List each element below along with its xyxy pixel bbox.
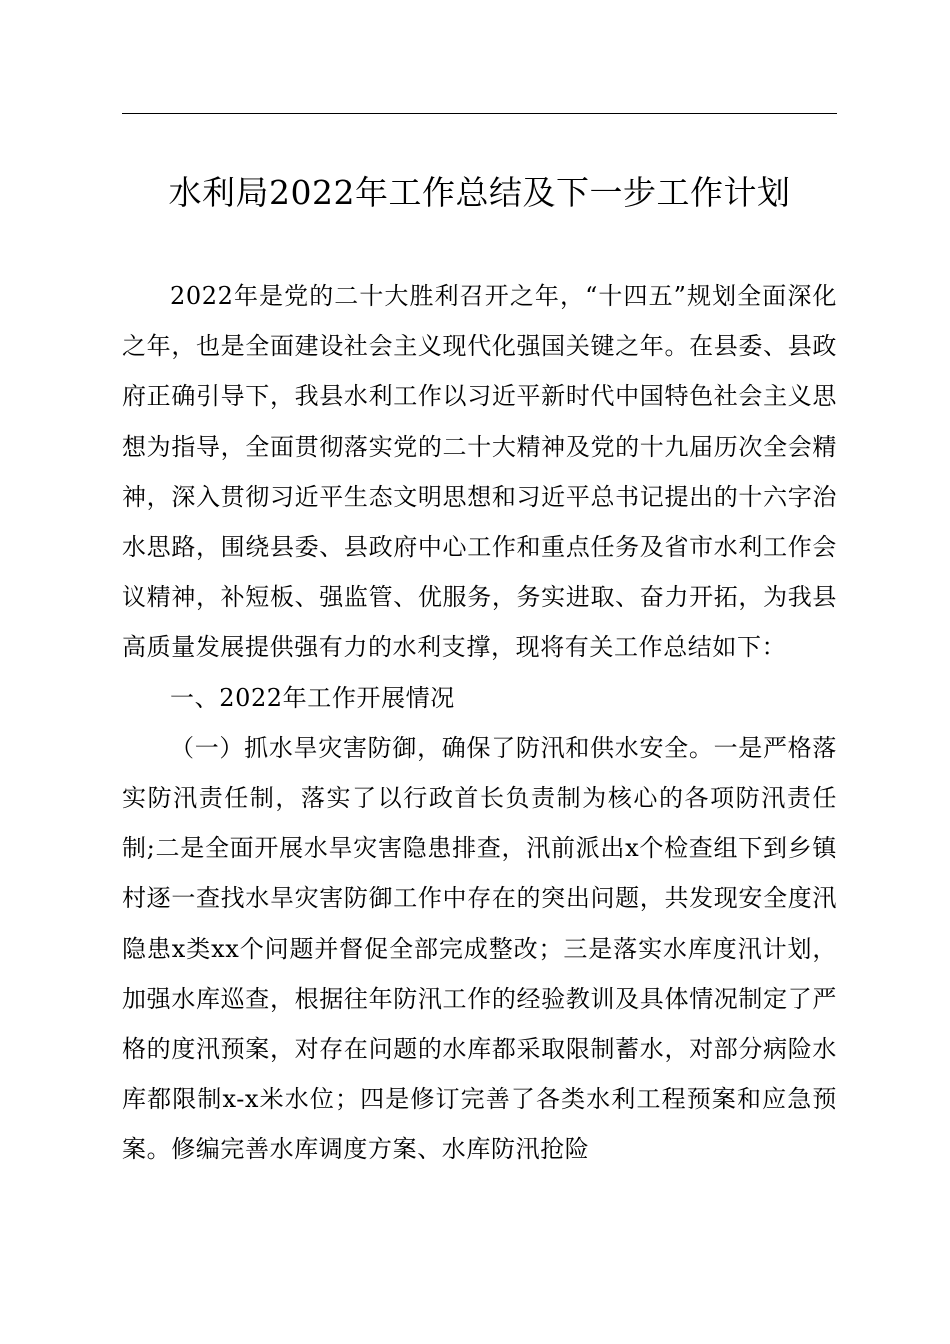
document-title: 水利局2022年工作总结及下一步工作计划 (168, 173, 791, 212)
document-body (122, 271, 837, 1175)
intro-paragraph: 2022年是党的二十大胜利召开之年，“十四五”规划全面深化之年，也是全面建设社会主义现代化强国关键之年。在县委、县政府正确引导下，我县水利工作以习近平新时代中国特色社会主义思想为指导，全面贯彻落实党的二十大精神及党的十九届历次全会精神，深入贯彻习近平生态文明思想和习近平总书记提出的十六字治水思路，围绕县委、县政府中心工作和重点任务及省市水利工作会议精神，补短板、强监管、优服务，务实进取、奋力开拓，为我县高质量发展提供强有力的水利支撑，现将有关工作总结如下： (122, 282, 837, 662)
section-heading: 一、2022年工作开展情况 (170, 683, 455, 712)
header-rule (122, 113, 837, 114)
subsection-paragraph: （一）抓水旱灾害防御，确保了防汛和供水安全。一是严格落实防汛责任制，落实了以行政首长负责制为核心的各项防汛责任制;二是全面开展水旱灾害隐患排查，汛前派出x个检查组下到乡镇村逐一查找水旱灾害防御工作中存在的突出问题，共发现安全度汛隐患x类xx个问题并督促全部完成整改；三是落实水库度汛计划，加强水库巡查，根据往年防汛工作的经验教训及具体情况制定了严格的度汛预案，对存在问题的水库都采取限制蓄水，对部分病险水库都限制x-x米水位；四是修订完善了各类水利工程预案和应急预案。修编完善水库调度方案、水库防汛抢险 (122, 733, 837, 1164)
